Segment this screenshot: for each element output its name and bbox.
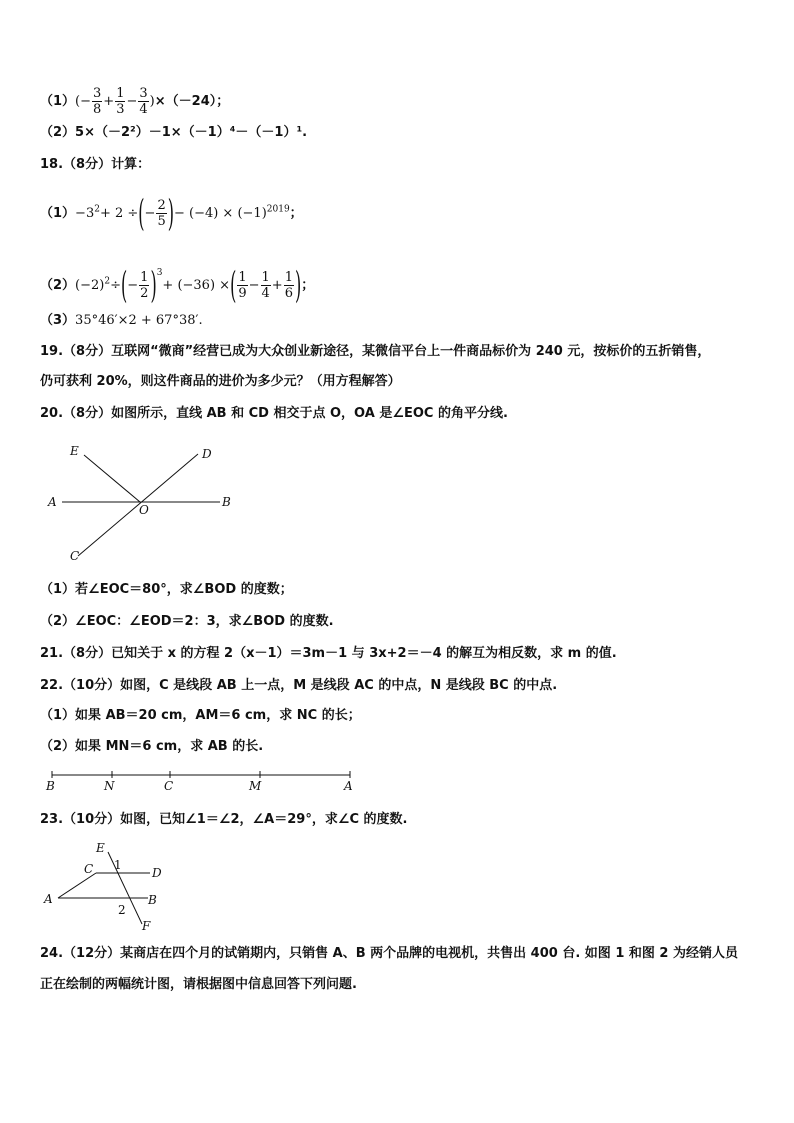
label-c: C [70,549,80,563]
q18-part1: $(1)-3^2+ 2$ ÷(− $\frac{2}{5}$ )− $(-4) \times (-1)^{2019}$； [40,190,303,235]
label-n: N [104,779,115,793]
part-label: （3） [40,313,76,328]
label-e: E [70,444,79,458]
angle-2-label: 2 [118,903,126,917]
label-a: A [48,495,57,509]
label-c: C [164,779,174,793]
line-cd [78,454,198,556]
fraction: $\frac{3}{8}$ [93,86,102,117]
fraction: $\frac{3}{4}$ [139,86,148,117]
part-label: （1） [40,94,76,109]
label-m: M [249,779,262,793]
q20-line1: 20.（8分）如图所示，直线 AB 和 CD 相交于点 O，OA 是∠EOC 的角平分线. [40,406,508,421]
q23-figure [40,840,190,935]
q22-part2: （2）如果 MN＝6 cm，求 AB 的长. [40,739,264,754]
fraction: $\frac{1}{6}$ [284,270,293,301]
label-a: A [44,892,53,906]
q18-part3 [40,312,203,330]
label-f: F [142,919,151,933]
q18-part2: $(2)(-2)^2\div(-$ $\frac{1}{2}$ )$^3$+ (−36) ×( $\frac{1}{9}$ − $\frac{1}{4}$ + $\frac{1}{6}$ )； [40,262,315,307]
fraction: $\frac{2}{5}$ [157,198,166,229]
label-e: E [96,841,105,855]
label-d: D [152,866,162,880]
q20-part2: （2）∠EOC：∠EOD＝2：3，求∠BOD 的度数. [40,614,334,629]
fraction: $\frac{1}{2}$ [140,270,149,301]
part-label: （1） [40,206,76,221]
q19-line2: 仍可获利 20%，则这件商品的进价为多少元？（用方程解答） [40,374,401,389]
q22-part1: （1）如果 AB＝20 cm，AM＝6 cm，求 NC 的长； [40,708,361,723]
part-label: （2） [40,278,76,293]
q21-line1: 21.（8分）已知关于 x 的方程 2（x－1）＝3m－1 与 3x+2＝－4 的解互为相反数，求 m 的值. [40,646,617,661]
ray-oe [84,455,140,502]
fraction: $\frac{1}{9}$ [238,270,247,301]
label-b: B [148,893,157,907]
q17-part1: （1）(− $\frac{3}{8}$ + $\frac{1}{3}$ − $\frac{3}{4}$ )×（－24）； [40,86,230,117]
fraction: $\frac{1}{3}$ [116,86,125,117]
q23-line1: 23.（10分）如图，已知∠1＝∠2，∠A＝29°，求∠C 的度数. [40,812,408,827]
q22-line1: 22.（10分）如图，C 是线段 AB 上一点，M 是线段 AC 的中点，N 是线段 BC 的中点. [40,678,558,693]
label-a: A [344,779,353,793]
segment-ac [58,873,96,898]
q19-line1: 19.（8分）互联网“微商”经营已成为大众创业新途径，某微信平台上一件商品标价为 240 元，按标价的五折销售， [40,344,711,359]
q17-part2: （2）5×（－2²）－1×（－1）⁴－（－1）¹. [40,125,308,140]
label-o: O [139,503,149,517]
q24-line2: 正在绘制的两幅统计图，请根据图中信息回答下列问题. [40,977,357,992]
label-b: B [46,779,55,793]
q20-part1: （1）若∠EOC＝80°，求∠BOD 的度数； [40,582,293,597]
expression-tail: ×（－24）； [154,94,230,109]
q22-figure [40,766,380,796]
label-c: C [84,862,94,876]
label-d: D [202,447,212,461]
angle-1-label: 1 [114,858,122,872]
expression: 35°46′×2 + 67°38′. [75,313,203,328]
q20-figure [40,440,280,570]
label-b: B [222,495,231,509]
fraction: $\frac{1}{4}$ [261,270,270,301]
q24-line1: 24.（12分）某商店在四个月的试销期内，只销售 A、B 两个品牌的电视机，共售出 400 台. 如图 1 和图 2 为经销人员 [40,946,738,961]
q18-title: 18.（8分）计算： [40,157,151,172]
